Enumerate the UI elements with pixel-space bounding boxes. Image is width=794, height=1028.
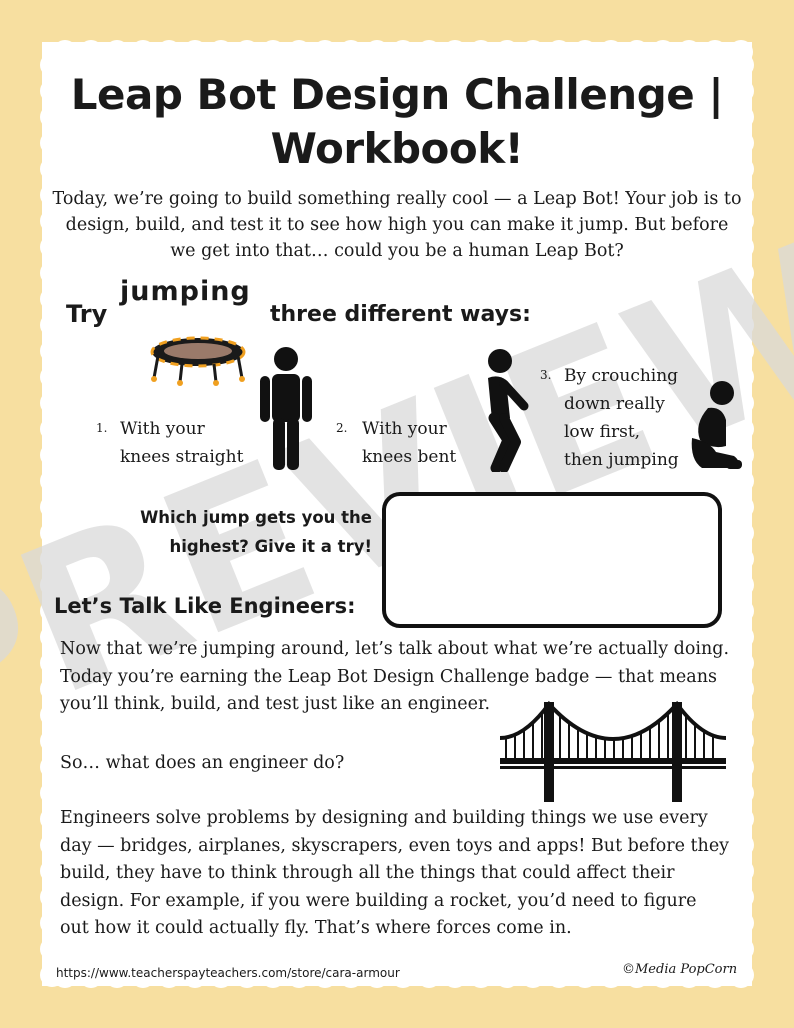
option-3-number: 3.: [540, 368, 552, 382]
footer-url[interactable]: https://www.teacherspayteachers.com/store/cara-armour: [56, 966, 400, 980]
intro-paragraph: Today, we’re going to build something really cool — a Leap Bot! Your job is to design, build, and test it to see how high you can make it jump. But before we get into that… could you be a human Leap Bot?: [52, 189, 742, 261]
try-heading-jumping: jumping: [120, 276, 251, 307]
standing-person-icon: [258, 346, 314, 472]
bent-knees-person-icon: [474, 348, 530, 472]
page-title: [60, 68, 734, 176]
title-line-1: Leap Bot Design Challenge |: [70, 70, 724, 119]
section-heading: Let’s Talk Like Engineers:: [54, 594, 356, 618]
paragraph-1: Now that we’re jumping around, let’s talk about what we’re actually doing. Today you’re earning the Leap Bot Design Challenge badge — that means you’ll think, build, and test just like an engineer.: [60, 639, 730, 714]
crouching-person-icon: [686, 380, 744, 472]
paragraph-3: Engineers solve problems by designing and building things we use every day — bridges, airplanes, skyscrapers, even toys and apps! But before they build, they have to think through all the things that could affect their design. For example, if you were building a rocket, you’d need to figure out how it could actually fly. That’s where forces come in.: [60, 808, 730, 938]
answer-box[interactable]: [382, 492, 722, 628]
try-heading-rest: three different ways:: [270, 302, 531, 327]
option-2-number: 2.: [336, 421, 348, 435]
option-1-number: 1.: [96, 421, 108, 435]
paragraph-2: So… what does an engineer do?: [60, 753, 345, 773]
option-3-label: By crouching down really low first, then jumping: [564, 366, 679, 470]
question-prompt: Which jump gets you the highest? Give it a try!: [140, 508, 372, 556]
try-heading-word1: Try: [66, 300, 108, 328]
option-1-label: With your knees straight: [120, 419, 244, 467]
trampoline-icon: [148, 334, 248, 386]
title-line-2: Workbook!: [270, 124, 524, 173]
option-2-label: With your knees bent: [362, 419, 457, 467]
credit-logo: ©Media PopCorn: [622, 962, 738, 977]
bridge-icon: [500, 698, 726, 802]
